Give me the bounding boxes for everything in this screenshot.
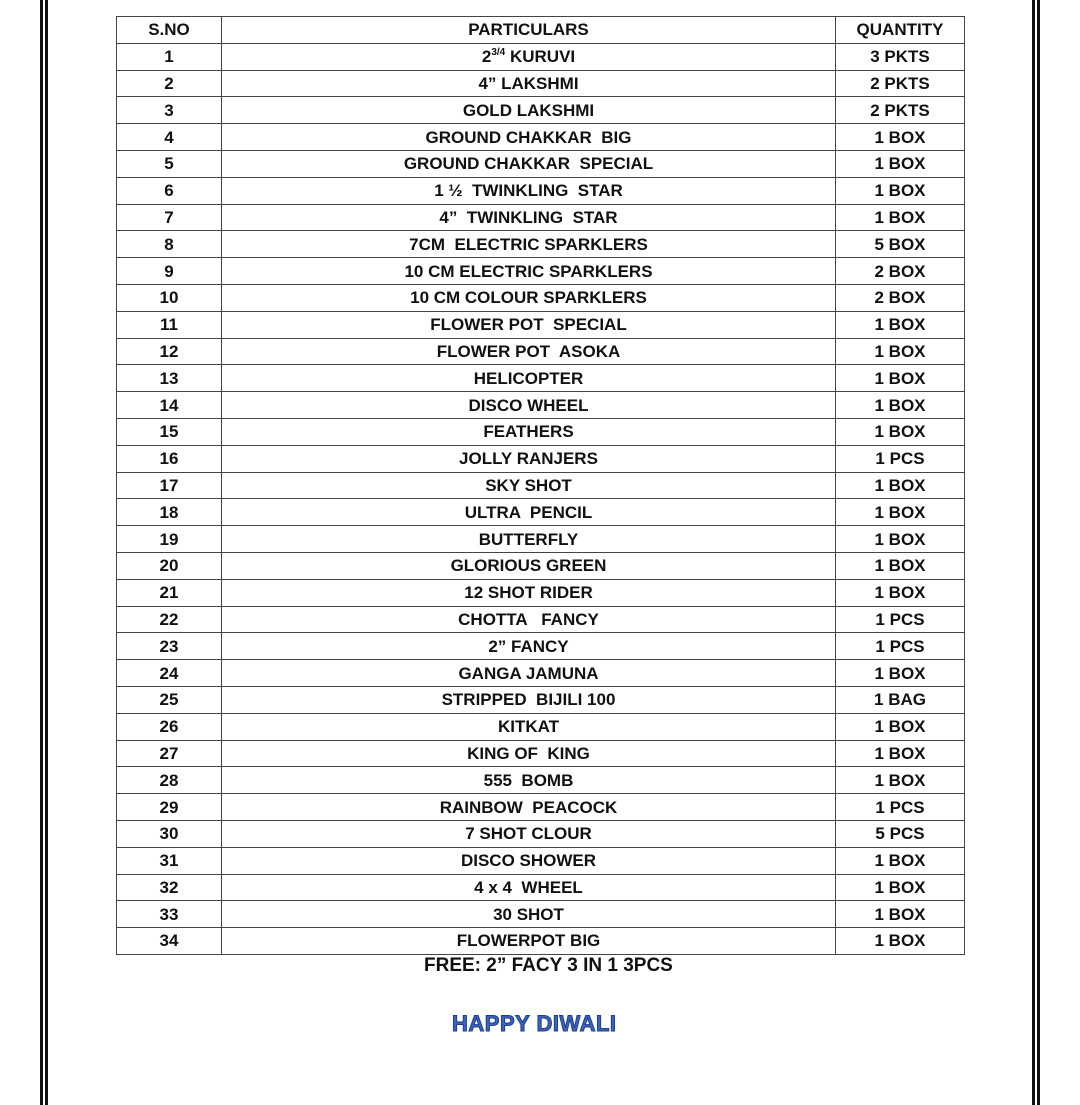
- row-sno: 11: [117, 311, 222, 338]
- row-quantity: 1 BOX: [836, 767, 965, 794]
- header-particulars: PARTICULARS: [222, 17, 836, 44]
- row-quantity: 2 BOX: [836, 284, 965, 311]
- table-row: [117, 552, 965, 579]
- row-sno: 22: [117, 606, 222, 633]
- row-quantity: 5 PCS: [836, 820, 965, 847]
- row-particulars: SKY SHOT: [222, 472, 836, 499]
- table-row: [117, 633, 965, 660]
- row-particulars: HELICOPTER: [222, 365, 836, 392]
- row-particulars: BUTTERFLY: [222, 526, 836, 553]
- table-row: [117, 445, 965, 472]
- row-sno: 23: [117, 633, 222, 660]
- row-quantity: 1 PCS: [836, 606, 965, 633]
- table-row: [117, 847, 965, 874]
- row-sno: 14: [117, 392, 222, 419]
- row-quantity: 1 BOX: [836, 901, 965, 928]
- row-sno: 21: [117, 579, 222, 606]
- row-quantity: 2 PKTS: [836, 70, 965, 97]
- table-row: [117, 499, 965, 526]
- table-row: [117, 713, 965, 740]
- row-quantity: 1 BOX: [836, 713, 965, 740]
- row-particulars: 1 ½ TWINKLING STAR: [222, 177, 836, 204]
- left-border-line: [40, 0, 43, 1105]
- row-particulars: FEATHERS: [222, 418, 836, 445]
- table-row: [117, 392, 965, 419]
- table-row: [117, 526, 965, 553]
- row-particulars-superscript: 3/4: [491, 47, 506, 59]
- row-quantity: 1 BOX: [836, 874, 965, 901]
- row-quantity: 1 BOX: [836, 177, 965, 204]
- table-row: [117, 901, 965, 928]
- row-sno: 6: [117, 177, 222, 204]
- table-header-row: [117, 17, 965, 44]
- row-quantity: 1 BOX: [836, 579, 965, 606]
- row-sno: 19: [117, 526, 222, 553]
- row-particulars: 30 SHOT: [222, 901, 836, 928]
- row-particulars: 555 BOMB: [222, 767, 836, 794]
- header-quantity: QUANTITY: [836, 17, 965, 44]
- row-sno: 13: [117, 365, 222, 392]
- row-quantity: 2 PKTS: [836, 97, 965, 124]
- row-particulars: CHOTTA FANCY: [222, 606, 836, 633]
- row-quantity: 1 BOX: [836, 365, 965, 392]
- row-particulars: GOLD LAKSHMI: [222, 97, 836, 124]
- table-row: [117, 579, 965, 606]
- row-particulars: JOLLY RANJERS: [222, 445, 836, 472]
- row-particulars-rest: KURUVI: [505, 47, 576, 67]
- table-row: [117, 284, 965, 311]
- row-sno: 30: [117, 820, 222, 847]
- row-sno: 24: [117, 660, 222, 687]
- happy-diwali-greeting: HAPPY DIWALI: [452, 1011, 617, 1036]
- row-quantity: 1 BOX: [836, 740, 965, 767]
- row-quantity: 1 PCS: [836, 794, 965, 821]
- row-sno: 2: [117, 70, 222, 97]
- row-sno: 5: [117, 150, 222, 177]
- row-sno: 33: [117, 901, 222, 928]
- row-sno: 31: [117, 847, 222, 874]
- row-sno: 9: [117, 258, 222, 285]
- row-particulars: 7 SHOT CLOUR: [222, 820, 836, 847]
- table-row: [117, 606, 965, 633]
- row-particulars: RAINBOW PEACOCK: [222, 794, 836, 821]
- row-particulars: FLOWERPOT BIG: [222, 928, 836, 955]
- row-quantity: 2 BOX: [836, 258, 965, 285]
- row-quantity: 1 BOX: [836, 124, 965, 151]
- row-sno: 12: [117, 338, 222, 365]
- row-sno: 20: [117, 552, 222, 579]
- table-row: [117, 43, 965, 70]
- row-sno: 4: [117, 124, 222, 151]
- table-row: [117, 124, 965, 151]
- row-sno: 27: [117, 740, 222, 767]
- row-sno: 10: [117, 284, 222, 311]
- table-row: [117, 660, 965, 687]
- table-row: [117, 150, 965, 177]
- row-quantity: 5 BOX: [836, 231, 965, 258]
- row-sno: 29: [117, 794, 222, 821]
- table-row: [117, 820, 965, 847]
- row-sno: 3: [117, 97, 222, 124]
- row-particulars: 7CM ELECTRIC SPARKLERS: [222, 231, 836, 258]
- table-row: [117, 258, 965, 285]
- row-particulars: 4” LAKSHMI: [222, 70, 836, 97]
- table-row: [117, 418, 965, 445]
- row-quantity: 1 BOX: [836, 928, 965, 955]
- left-border-line: [45, 0, 48, 1105]
- table-body: [117, 43, 965, 954]
- row-particulars: [222, 43, 836, 70]
- row-quantity: 1 BOX: [836, 499, 965, 526]
- table-row: [117, 928, 965, 955]
- row-particulars: GLORIOUS GREEN: [222, 552, 836, 579]
- row-quantity: 1 BOX: [836, 150, 965, 177]
- row-quantity: 1 BOX: [836, 204, 965, 231]
- row-particulars: GANGA JAMUNA: [222, 660, 836, 687]
- row-quantity: 1 BOX: [836, 472, 965, 499]
- row-particulars: GROUND CHAKKAR BIG: [222, 124, 836, 151]
- row-sno: 34: [117, 928, 222, 955]
- row-particulars: KITKAT: [222, 713, 836, 740]
- row-sno: 16: [117, 445, 222, 472]
- row-particulars: KING OF KING: [222, 740, 836, 767]
- row-quantity: 1 BAG: [836, 686, 965, 713]
- row-sno: 18: [117, 499, 222, 526]
- right-border-line: [1037, 0, 1040, 1105]
- row-quantity: 1 BOX: [836, 392, 965, 419]
- crackers-list-table: [116, 16, 965, 955]
- table-row: [117, 472, 965, 499]
- row-quantity: 1 BOX: [836, 552, 965, 579]
- row-particulars: 4” TWINKLING STAR: [222, 204, 836, 231]
- row-particulars-base: 2: [481, 47, 492, 67]
- row-quantity: 1 BOX: [836, 338, 965, 365]
- table-row: [117, 177, 965, 204]
- row-sno: 8: [117, 231, 222, 258]
- row-particulars: 4 x 4 WHEEL: [222, 874, 836, 901]
- table-row: [117, 338, 965, 365]
- table-row: [117, 874, 965, 901]
- row-quantity: 1 BOX: [836, 847, 965, 874]
- row-particulars: 10 CM ELECTRIC SPARKLERS: [222, 258, 836, 285]
- row-quantity: 1 PCS: [836, 633, 965, 660]
- table-row: [117, 794, 965, 821]
- header-sno: S.NO: [117, 17, 222, 44]
- row-particulars: FLOWER POT ASOKA: [222, 338, 836, 365]
- row-particulars: 10 CM COLOUR SPARKLERS: [222, 284, 836, 311]
- row-sno: 17: [117, 472, 222, 499]
- row-quantity: 1 PCS: [836, 445, 965, 472]
- row-sno: 15: [117, 418, 222, 445]
- row-particulars: 12 SHOT RIDER: [222, 579, 836, 606]
- table-row: [117, 767, 965, 794]
- row-quantity: 3 PKTS: [836, 43, 965, 70]
- table-row: [117, 204, 965, 231]
- row-particulars: GROUND CHAKKAR SPECIAL: [222, 150, 836, 177]
- row-particulars: FLOWER POT SPECIAL: [222, 311, 836, 338]
- table-row: [117, 740, 965, 767]
- row-quantity: 1 BOX: [836, 660, 965, 687]
- row-quantity: 1 BOX: [836, 418, 965, 445]
- free-note: FREE: 2” FACY 3 IN 1 3PCS: [424, 955, 673, 976]
- row-sno: 26: [117, 713, 222, 740]
- table-row: [117, 70, 965, 97]
- row-particulars: STRIPPED BIJILI 100: [222, 686, 836, 713]
- row-particulars: ULTRA PENCIL: [222, 499, 836, 526]
- table-row: [117, 311, 965, 338]
- table-row: [117, 686, 965, 713]
- row-sno: 1: [117, 43, 222, 70]
- row-sno: 25: [117, 686, 222, 713]
- row-quantity: 1 BOX: [836, 311, 965, 338]
- row-sno: 28: [117, 767, 222, 794]
- row-sno: 7: [117, 204, 222, 231]
- row-particulars: DISCO WHEEL: [222, 392, 836, 419]
- row-quantity: 1 BOX: [836, 526, 965, 553]
- table-row: [117, 365, 965, 392]
- right-border-line: [1032, 0, 1035, 1105]
- row-sno: 32: [117, 874, 222, 901]
- table-row: [117, 231, 965, 258]
- row-particulars: 2” FANCY: [222, 633, 836, 660]
- row-particulars: DISCO SHOWER: [222, 847, 836, 874]
- table-row: [117, 97, 965, 124]
